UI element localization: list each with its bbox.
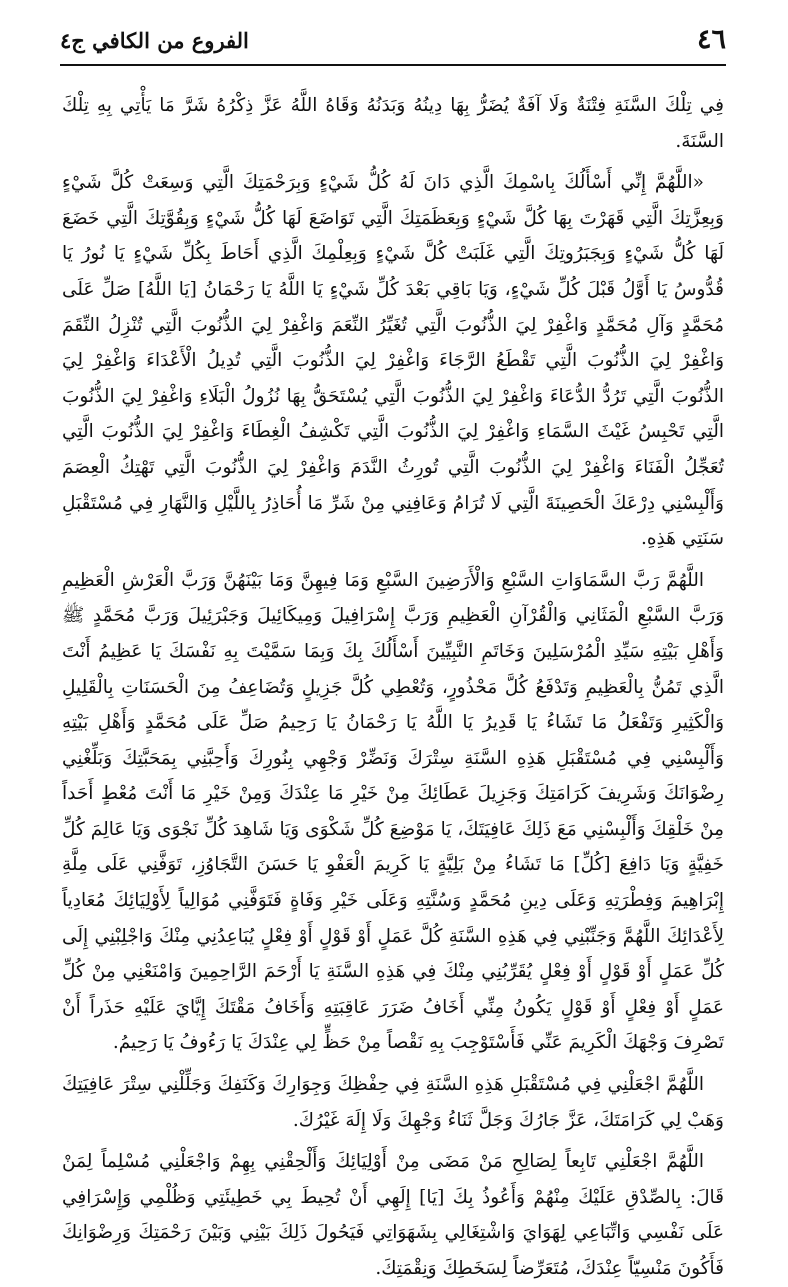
paragraph-3: اللَّهُمَّ رَبَّ السَّمَاوَاتِ السَّبْعِ وَالْأَرَضِينَ السَّبْعِ وَمَا فِيهِنَّ وَمَا بَيْنَهُنَّ وَرَبَّ الْعَرْشِ الْعَظِيمِ وَرَبَّ السَّبْعِ الْمَثَانِي وَالْقُرْآنِ الْعَظِيمِ وَرَبَّ إِسْرَافِيلَ وَمِيكَائِيلَ وَجَبْرَئِيلَ وَرَبَّ مُحَمَّدٍ ﷺ وَأَهْلِ بَيْتِهِ سَيِّدِ الْمُرْسَلِينَ وَخَاتَمِ النَّبِيِّينَ أَسْأَلُكَ بِكَ وَبِمَا سَمَّيْتَ بِهِ نَفْسَكَ يَا عَظِيمُ أَنْتَ الَّذِي تَمُنُّ بِالْعَظِيمِ وَتَدْفَعُ كُلَّ مَحْذُورٍ، وَتُعْطِي كُلَّ جَزِيلٍ وَتُضَاعِفُ مِنَ الْحَسَنَاتِ بِالْقَلِيلِ وَالْكَثِيرِ وَتَفْعَلُ مَا تَشَاءُ يَا قَدِيرُ يَا اللَّهُ يَا رَحْمَانُ يَا رَحِيمُ صَلِّ عَلَى مُحَمَّدٍ وَأَهْلِ بَيْتِهِ وَأَلْبِسْنِي فِي مُسْتَقْبَلِ هَذِهِ السَّنَةِ سِتْرَكَ وَنَضِّرْ وَجْهِي بِنُورِكَ وَأَحِبَّنِي بِمَحَبَّتِكَ وَبَلِّغْنِي رِضْوَانَكَ وَشَرِيفَ كَرَامَتِكَ وَجَزِيلَ عَطَائِكَ مِنْ خَيْرِ مَا عِنْدَكَ وَمِنْ خَيْرِ مَا أَنْتَ مُعْطٍ أَحَداً مِنْ خَلْقِكَ وَأَلْبِسْنِي مَعَ ذَلِكَ عَافِيَتَكَ، يَا مَوْضِعَ كُلِّ شَكْوَى وَيَا شَاهِدَ كُلِّ نَجْوَى وَيَا عَالِمَ كُلِّ خَفِيَّةٍ وَيَا دَافِعَ [كُلِّ] مَا تَشَاءُ مِنْ بَلِيَّةٍ يَا كَرِيمَ الْعَفْوِ يَا حَسَنَ التَّجَاوُزِ، تَوَفَّنِي عَلَى مِلَّةِ إِبْرَاهِيمَ وَفِطْرَتِهِ وَعَلَى دِينِ مُحَمَّدٍ وَسُنَّتِهِ وَعَلَى خَيْرِ وَفَاةٍ فَتَوَفَّنِي مُوَالِياً لِأَوْلِيَائِكَ مُعَادِياً لِأَعْدَائِكَ اللَّهُمَّ وَجَنِّبْنِي فِي هَذِهِ السَّنَةِ كُلَّ عَمَلٍ أَوْ قَوْلٍ أَوْ فِعْلٍ يُبَاعِدُنِي مِنْكَ وَاجْلِبْنِي إِلَى كُلِّ عَمَلٍ أَوْ قَوْلٍ أَوْ فِعْلٍ يُقَرِّبُنِي مِنْكَ فِي هَذِهِ السَّنَةِ يَا أَرْحَمَ الرَّاحِمِينَ وَامْنَعْنِي مِنْ كُلِّ عَمَلٍ أَوْ فِعْلٍ أَوْ قَوْلٍ يَكُونُ مِنِّي أَخَافُ ضَرَرَ عَاقِبَتِهِ وَأَخَافُ مَقْتَكَ إِيَّايَ عَلَيْهِ حَذَراً أَنْ تَصْرِفَ وَجْهَكَ الْكَرِيمَ عَنِّي فَأَسْتَوْجِبَ بِهِ نَقْصاً مِنْ حَظٍّ لِي عِنْدَكَ يَا رَءُوفُ يَا رَحِيمُ.: [62, 569, 724, 1054]
book-title: الفروع من الكافي ج٤: [60, 28, 249, 53]
page-number: ٤٦: [696, 24, 726, 55]
page-header: [60, 22, 726, 62]
header-rule: [60, 64, 726, 66]
paragraph-2: «اللَّهُمَّ إِنِّي أَسْأَلُكَ بِاسْمِكَ الَّذِي دَانَ لَهُ كُلُّ شَيْءٍ وَبِرَحْمَتِكَ الَّتِي وَسِعَتْ كُلَّ شَيْءٍ وَبِعِزَّتِكَ الَّتِي قَهَرْتَ بِهَا كُلَّ شَيْءٍ وَبِعَظَمَتِكَ الَّتِي تَوَاضَعَ لَهَا كُلُّ شَيْءٍ وَبِقُوَّتِكَ الَّتِي خَضَعَ لَهَا كُلُّ شَيْءٍ وَبِجَبَرُوتِكَ الَّتِي غَلَبَتْ كُلَّ شَيْءٍ وَبِعِلْمِكَ الَّذِي أَحَاطَ بِكُلِّ شَيْءٍ يَا نُورُ يَا قُدُّوسُ يَا أَوَّلُ قَبْلَ كُلِّ شَيْءٍ، وَيَا بَاقِي بَعْدَ كُلِّ شَيْءٍ يَا اللَّهُ يَا رَحْمَانُ [يَا اللَّهُ] صَلِّ عَلَى مُحَمَّدٍ وَآلِ مُحَمَّدٍ وَاغْفِرْ لِيَ الذُّنُوبَ الَّتِي تُغَيِّرُ النِّعَمَ وَاغْفِرْ لِيَ الذُّنُوبَ الَّتِي تُنْزِلُ النِّقَمَ وَاغْفِرْ لِيَ الذُّنُوبَ الَّتِي تَقْطَعُ الرَّجَاءَ وَاغْفِرْ لِيَ الذُّنُوبَ الَّتِي تُدِيلُ الْأَعْدَاءَ وَاغْفِرْ لِيَ الذُّنُوبَ الَّتِي تَرُدُّ الدُّعَاءَ وَاغْفِرْ لِيَ الذُّنُوبَ الَّتِي يُسْتَحَقُّ بِهَا نُزُولُ الْبَلَاءِ وَاغْفِرْ لِيَ الذُّنُوبَ الَّتِي تَحْبِسُ غَيْثَ السَّمَاءِ وَاغْفِرْ لِيَ الذُّنُوبَ الَّتِي تَكْشِفُ الْغِطَاءَ وَاغْفِرْ لِيَ الذُّنُوبَ الَّتِي تُعَجِّلُ الْفَنَاءَ وَاغْفِرْ لِيَ الذُّنُوبَ الَّتِي تُورِثُ النَّدَمَ وَاغْفِرْ لِيَ الذُّنُوبَ الَّتِي تَهْتِكُ الْعِصَمَ وَأَلْبِسْنِي دِرْعَكَ الْحَصِينَةَ الَّتِي لَا تُرَامُ وَعَافِنِي مِنْ شَرِّ مَا أُحَاذِرُ بِاللَّيْلِ وَالنَّهَارِ فِي مُسْتَقْبَلِ سَنَتِي هَذِهِ.: [62, 172, 724, 550]
paragraph-4: اللَّهُمَّ اجْعَلْنِي فِي مُسْتَقْبَلِ هَذِهِ السَّنَةِ فِي حِفْظِكَ وَجِوَارِكَ وَكَنَفِكَ وَجَلِّلْنِي سِتْرَ عَافِيَتِكَ وَهَبْ لِي كَرَامَتَكَ، عَزَّ جَارُكَ وَجَلَّ ثَنَاءُ وَجْهِكَ وَلَا إِلَهَ غَيْرُكَ.: [62, 1074, 724, 1131]
page-body: [62, 88, 724, 1279]
paragraph-1: فِي تِلْكَ السَّنَةِ فِتْنَةٌ وَلَا آفَةٌ يُضَرُّ بِهَا دِينُهُ وَبَدَنُهُ وَقَاهُ اللَّهُ عَزَّ ذِكْرُهُ شَرَّ مَا يَأْتِي بِهِ تِلْكَ السَّنَةَ.: [62, 95, 724, 152]
paragraph-5: اللَّهُمَّ اجْعَلْنِي تَابِعاً لِصَالِحِ مَنْ مَضَى مِنْ أَوْلِيَائِكَ وَأَلْحِقْنِي بِهِمْ وَاجْعَلْنِي مُسْلِماً لِمَنْ قَالَ: بِالصِّدْقِ عَلَيْكَ مِنْهُمْ وَأَعُوذُ بِكَ [يَا] إِلَهِي أَنْ تُحِيطَ بِي خَطِيئَتِي وَظُلْمِي وَإِسْرَافِي عَلَى نَفْسِي وَاتِّبَاعِي لِهَوَايَ وَاشْتِغَالِي بِشَهَوَاتِي فَيَحُولَ ذَلِكَ بَيْنِي وَبَيْنَ رَحْمَتِكَ وَرِضْوَانِكَ فَأَكُونَ مَنْسِيّاً عِنْدَكَ، مُتَعَرِّضاً لِسَخَطِكَ وَنِقْمَتِكَ.: [62, 1151, 724, 1279]
